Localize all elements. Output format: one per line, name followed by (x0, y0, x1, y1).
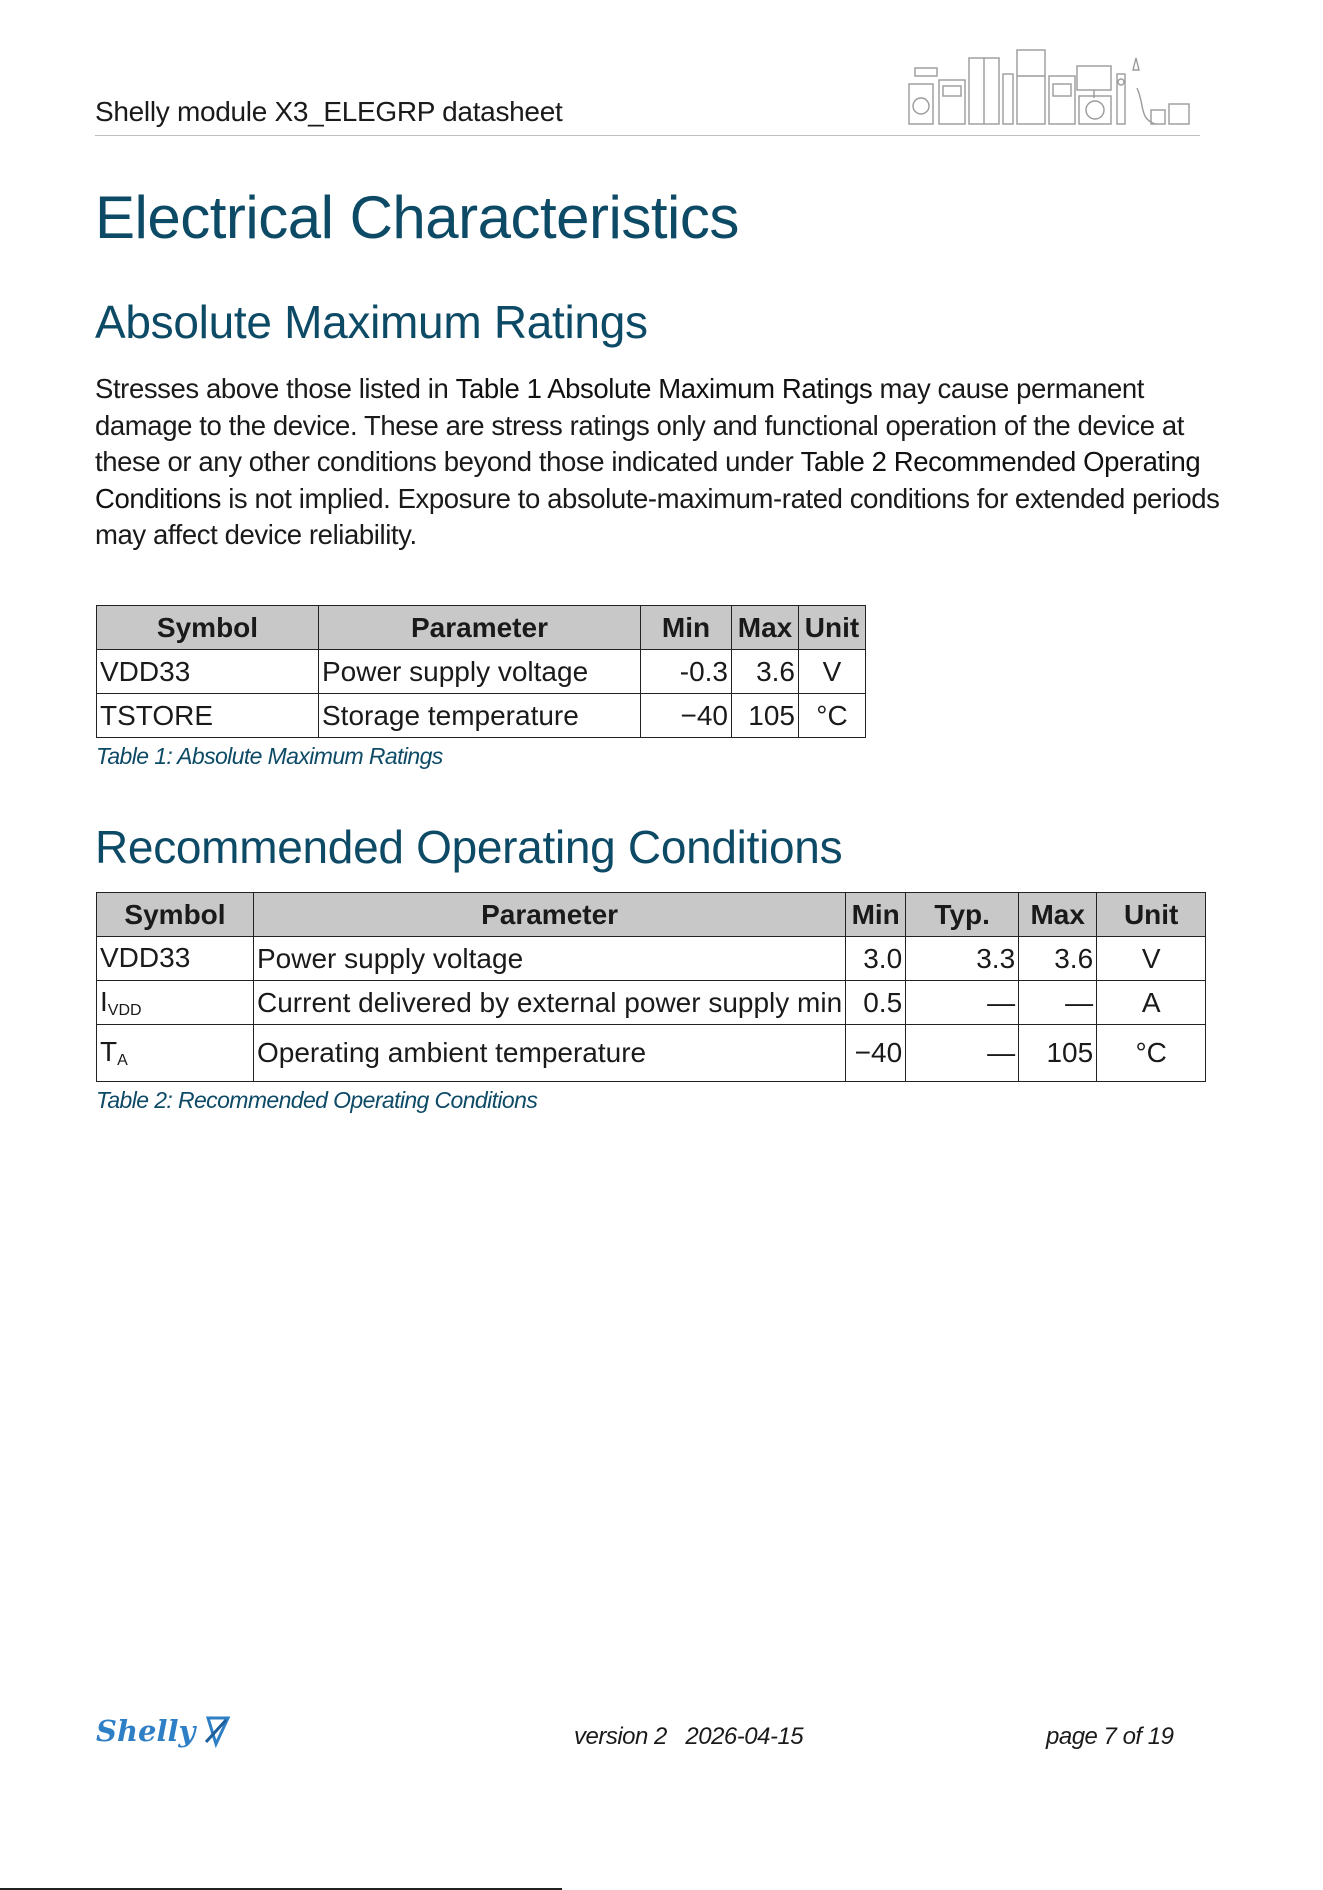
cell-parameter: Power supply voltage (254, 937, 846, 981)
cell-max: 3.6 (732, 650, 799, 694)
table-row (97, 694, 866, 738)
page-title: Electrical Characteristics (95, 184, 739, 251)
table-1-caption: Table 1: Absolute Maximum Ratings (96, 743, 443, 769)
cell-typ: — (906, 981, 1019, 1025)
cell-unit: V (799, 650, 866, 694)
cell-max: 105 (732, 694, 799, 738)
column-header-min: Min (641, 606, 732, 650)
cell-min: −40 (846, 1025, 906, 1082)
column-header-max: Max (1019, 893, 1097, 937)
table-row (97, 1025, 1206, 1082)
cell-max: — (1019, 981, 1097, 1025)
table-2-reference-link[interactable]: Table 2 Recommended Operating Conditions (95, 446, 1201, 514)
cell-unit: °C (1097, 1025, 1206, 1082)
cell-max: 3.6 (1019, 937, 1097, 981)
column-header-unit: Unit (799, 606, 866, 650)
footer-version: version 2 2026-04-15 (574, 1723, 804, 1750)
cell-parameter: Power supply voltage (319, 650, 641, 694)
section-heading-absolute-maximum-ratings: Absolute Maximum Ratings (95, 296, 648, 348)
table-row (97, 937, 1206, 981)
column-header-typ: Typ. (906, 893, 1019, 937)
cell-min: 3.0 (846, 937, 906, 981)
logo-wordmark: Shelly (96, 1714, 196, 1748)
column-header-parameter: Parameter (319, 606, 641, 650)
shelly-x-logo-icon (94, 1712, 232, 1748)
absolute-maximum-ratings-table (96, 605, 866, 738)
cell-symbol: $I_{VDD}$ (97, 981, 254, 1025)
column-header-unit: Unit (1097, 893, 1206, 937)
cell-symbol: $T_A$ (97, 1025, 254, 1082)
cell-parameter: Current delivered by external power supply min (254, 981, 846, 1025)
home-appliances-illustration-icon (905, 46, 1200, 128)
table-row (97, 981, 1206, 1025)
column-header-symbol: Symbol (97, 893, 254, 937)
cell-symbol: VDD33 (97, 937, 254, 981)
cell-unit: V (1097, 937, 1206, 981)
cell-symbol: TSTORE (97, 694, 319, 738)
column-header-min: Min (846, 893, 906, 937)
cell-parameter: Storage temperature (319, 694, 641, 738)
cell-min: −40 (641, 694, 732, 738)
table-row (97, 650, 866, 694)
intro-paragraph: Stresses above those listed in Table 1 Absolute Maximum Ratings may cause permanent damage to the device. These are stress ratings only and functional operation of the device at these or any other conditions beyond those indicated under Table 2 Recommended Operating Conditions is not implied. Exposure to absolute-maximum-rated conditions for extended periods may affect device reliability. (95, 373, 1220, 551)
cell-typ: 3.3 (906, 937, 1019, 981)
column-header-symbol: Symbol (97, 606, 319, 650)
table-header-row (97, 893, 1206, 937)
recommended-operating-conditions-table (96, 892, 1206, 1082)
column-header-parameter: Parameter (254, 893, 846, 937)
cell-min: 0.5 (846, 981, 906, 1025)
cell-min: -0.3 (641, 650, 732, 694)
cell-unit: °C (799, 694, 866, 738)
cell-typ: — (906, 1025, 1019, 1082)
header-divider (95, 135, 1200, 136)
column-header-max: Max (732, 606, 799, 650)
table-header-row (97, 606, 866, 650)
table-1-reference-link[interactable]: Table 1 Absolute Maximum Ratings (455, 373, 873, 404)
footer-page-number: page 7 of 19 (1046, 1723, 1174, 1750)
cell-unit: A (1097, 981, 1206, 1025)
document-header-title: Shelly module X3_ELEGRP datasheet (95, 96, 563, 127)
cell-symbol: VDD33 (97, 650, 319, 694)
cell-max: 105 (1019, 1025, 1097, 1082)
table-2-caption: Table 2: Recommended Operating Conditions (96, 1087, 538, 1113)
section-heading-recommended-operating-conditions: Recommended Operating Conditions (95, 821, 843, 873)
cell-parameter: Operating ambient temperature (254, 1025, 846, 1082)
